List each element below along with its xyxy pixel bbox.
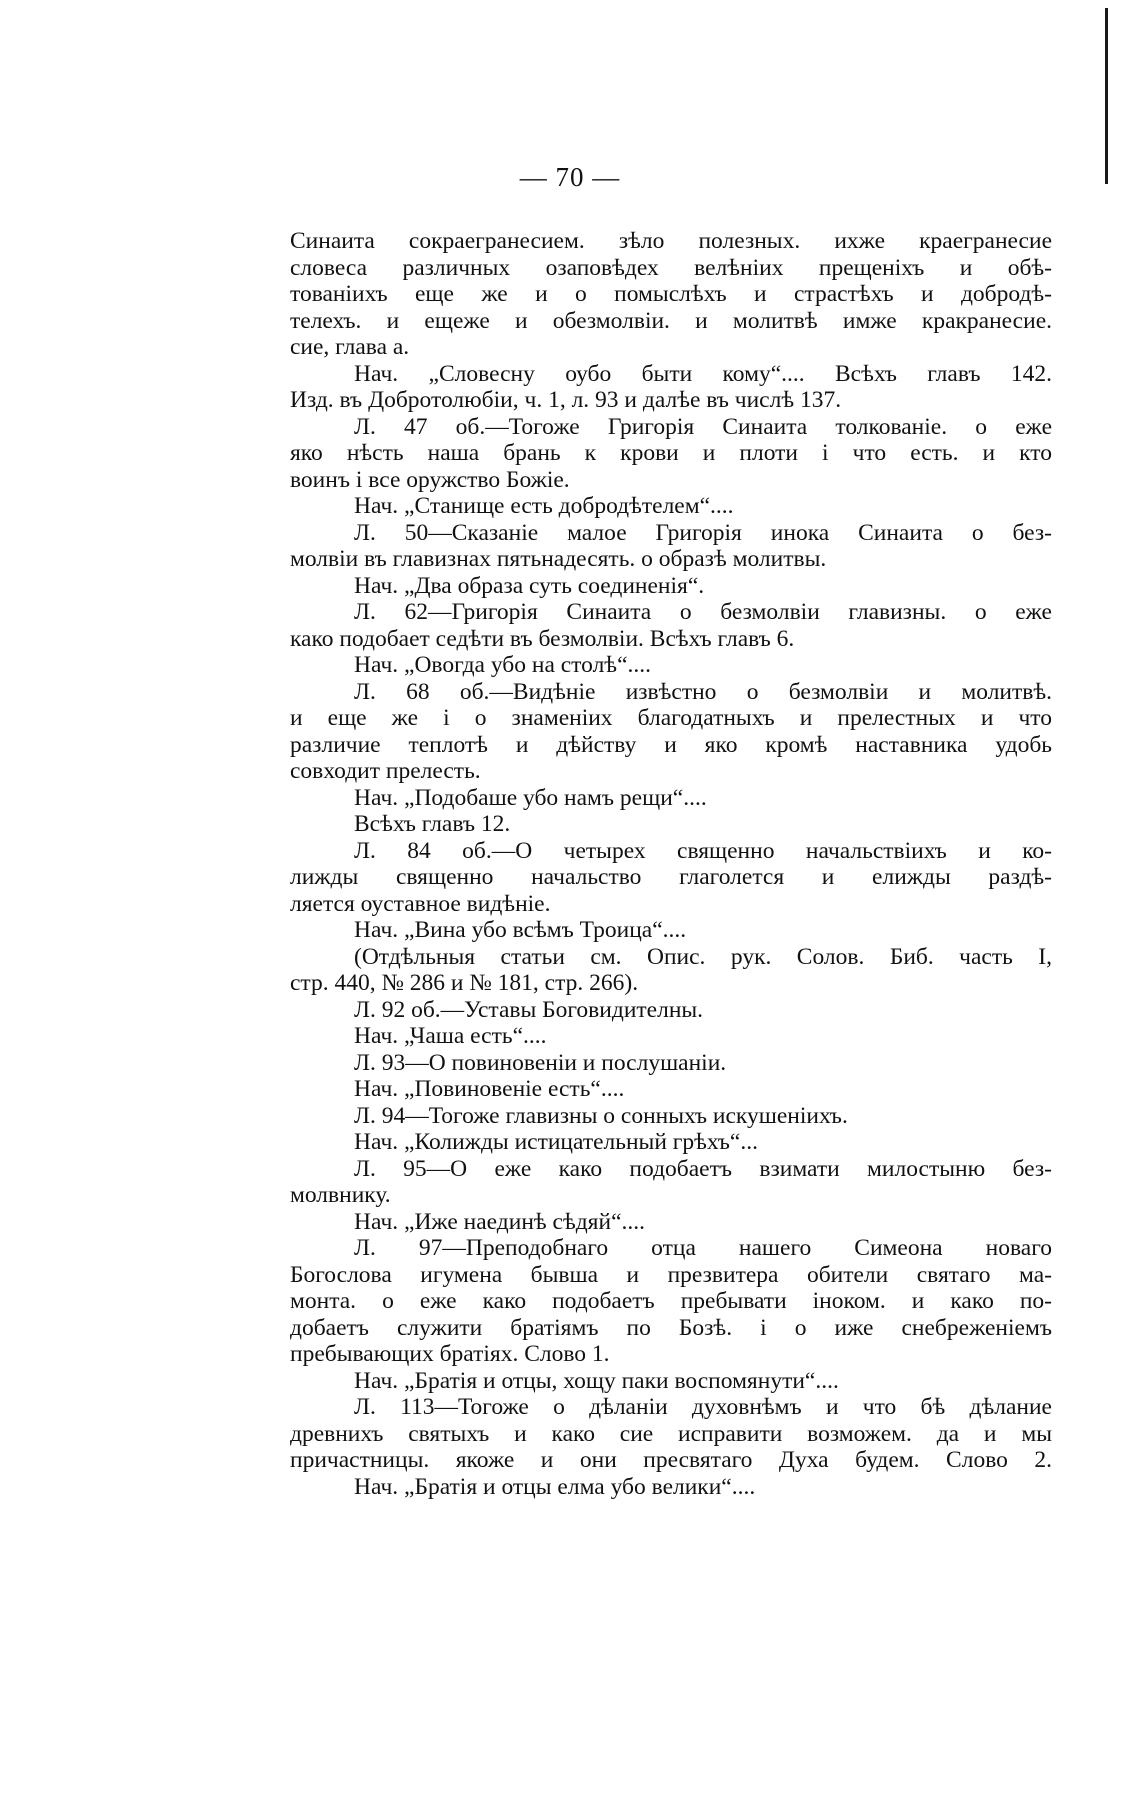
- text-line: Нач. „Овогда убо на столѣ“....: [354, 652, 651, 678]
- text-line: (Отдѣльныя статьи см. Опис. рук. Солов. Биб. часть I,: [354, 943, 1052, 970]
- body-text: [290, 228, 1052, 1500]
- text-line: монта. о еже како подобаетъ пребывати іноком. и како по-: [290, 1288, 1052, 1314]
- page-number: — 70 —: [519, 162, 621, 192]
- text-line: древнихъ святыхъ и како сие исправити возможем. да и мы: [290, 1420, 1052, 1447]
- text-line: Нач. „Повиновеніе есть“....: [354, 1076, 625, 1102]
- text-line: Л. 92 об.—Уставы Боговидителны.: [354, 996, 704, 1023]
- text-line: Л. 93—О повиновеніи и послушаніи.: [354, 1049, 727, 1076]
- text-line: причастницы. якоже и они пресвятаго Духа будем. Слово 2.: [290, 1447, 1052, 1473]
- text-line: телехъ. и ещеже и обезмолвіи. и молитвѣ имже кракранесие.: [290, 307, 1052, 334]
- text-line: Нач. „Словесну оубо быти кому“.... Всѣхъ главъ 142.: [354, 360, 1052, 387]
- text-line: Л. 97—Преподобнаго отца нашего Симеона новаго: [354, 1235, 1052, 1261]
- text-line: лижды священно начальство глаголется и елижды раздѣ-: [290, 864, 1052, 890]
- text-line: Нач. „Подобаше убо намъ рещи“....: [354, 784, 707, 811]
- text-line: пребывающих братіях. Слово 1.: [290, 1341, 610, 1367]
- text-line: Л. 94—Тогоже главизны о сонныхъ искушеніихъ.: [354, 1102, 848, 1129]
- text-line: Л. 113—Тогоже о дѣланіи духовнѣмъ и что бѣ дѣлание: [354, 1394, 1052, 1420]
- text-line: Нач. „Станище есть добродѣтелем“....: [354, 493, 734, 519]
- text-line: Л. 62—Григорія Синаита о безмолвіи главизны. о еже: [354, 599, 1052, 625]
- text-line: совходит прелесть.: [290, 758, 481, 784]
- text-line: Л. 84 об.—О четырех священно начальствіихъ и ко-: [354, 837, 1052, 864]
- text-line: сие, глава а.: [290, 334, 410, 360]
- text-line: Всѣхъ главъ 12.: [354, 811, 511, 837]
- page-edge-mark: [1105, 8, 1108, 184]
- text-line: Нач. „Иже наединѣ сѣдяй“....: [354, 1208, 645, 1235]
- text-line: Л. 68 об.—Видѣніе извѣстно о безмолвіи и молитвѣ.: [354, 678, 1052, 705]
- text-line: различие теплотѣ и дѣйству и яко кромѣ наставника удобь: [290, 731, 1052, 758]
- text-line: воинъ і все оружство Божіе.: [290, 466, 570, 493]
- text-line: ляется оуставное видѣніе.: [290, 890, 551, 917]
- text-line: Нач. „Чаша есть“....: [354, 1023, 547, 1049]
- text-line: Нач. „Вина убо всѣмъ Троица“....: [354, 917, 687, 943]
- text-line: добаетъ служити братіямъ по Бозѣ. і о иже снебреженіемъ: [290, 1314, 1052, 1341]
- text-line: Нач. „Братія и отцы, хощу паки воспомянути“....: [354, 1367, 839, 1394]
- text-line: Нач. „Колижды истицательный грѣхъ“...: [354, 1129, 758, 1155]
- text-line: и еще же і о знаменіих благодатныхъ и прелестных и что: [290, 705, 1052, 731]
- text-line: словеса различных озаповѣдех велѣніих прещеніхъ и обѣ-: [290, 254, 1052, 281]
- text-line: Нач. „Два образа суть соединенія“.: [354, 572, 705, 599]
- text-line: Л. 95—О еже како подобаетъ взимати милостыню без-: [354, 1155, 1052, 1182]
- text-line: молвіи въ главизнах пятьнадесять. о образѣ молитвы.: [290, 546, 827, 572]
- text-line: како подобает седѣти въ безмолвіи. Всѣхъ главъ 6.: [290, 625, 795, 652]
- text-line: Л. 50—Сказаніе малое Григорія инока Синаита о без-: [354, 519, 1052, 546]
- text-line: Изд. въ Добротолюбіи, ч. 1, л. 93 и далѣе въ числѣ 137.: [290, 387, 842, 413]
- text-line: Синаита сокраегранесием. зѣло полезных. ихже краегранесие: [290, 228, 1052, 254]
- text-line: тованіихъ еще же и о помыслѣхъ и страстѣхъ и добродѣ-: [290, 281, 1052, 307]
- text-line: стр. 440, № 286 и № 181, стр. 266).: [290, 970, 639, 996]
- text-line: Л. 47 об.—Тогоже Григорія Синаита толкованіе. о еже: [354, 413, 1052, 440]
- text-line: молвнику.: [290, 1182, 391, 1208]
- text-line: Богослова игумена бывша и презвитера обители святаго ма-: [290, 1261, 1052, 1288]
- text-line: яко нѣсть наша брань к крови и плоти і что есть. и кто: [290, 440, 1052, 466]
- text-line: Нач. „Братія и отцы елма убо велики“....: [354, 1473, 756, 1500]
